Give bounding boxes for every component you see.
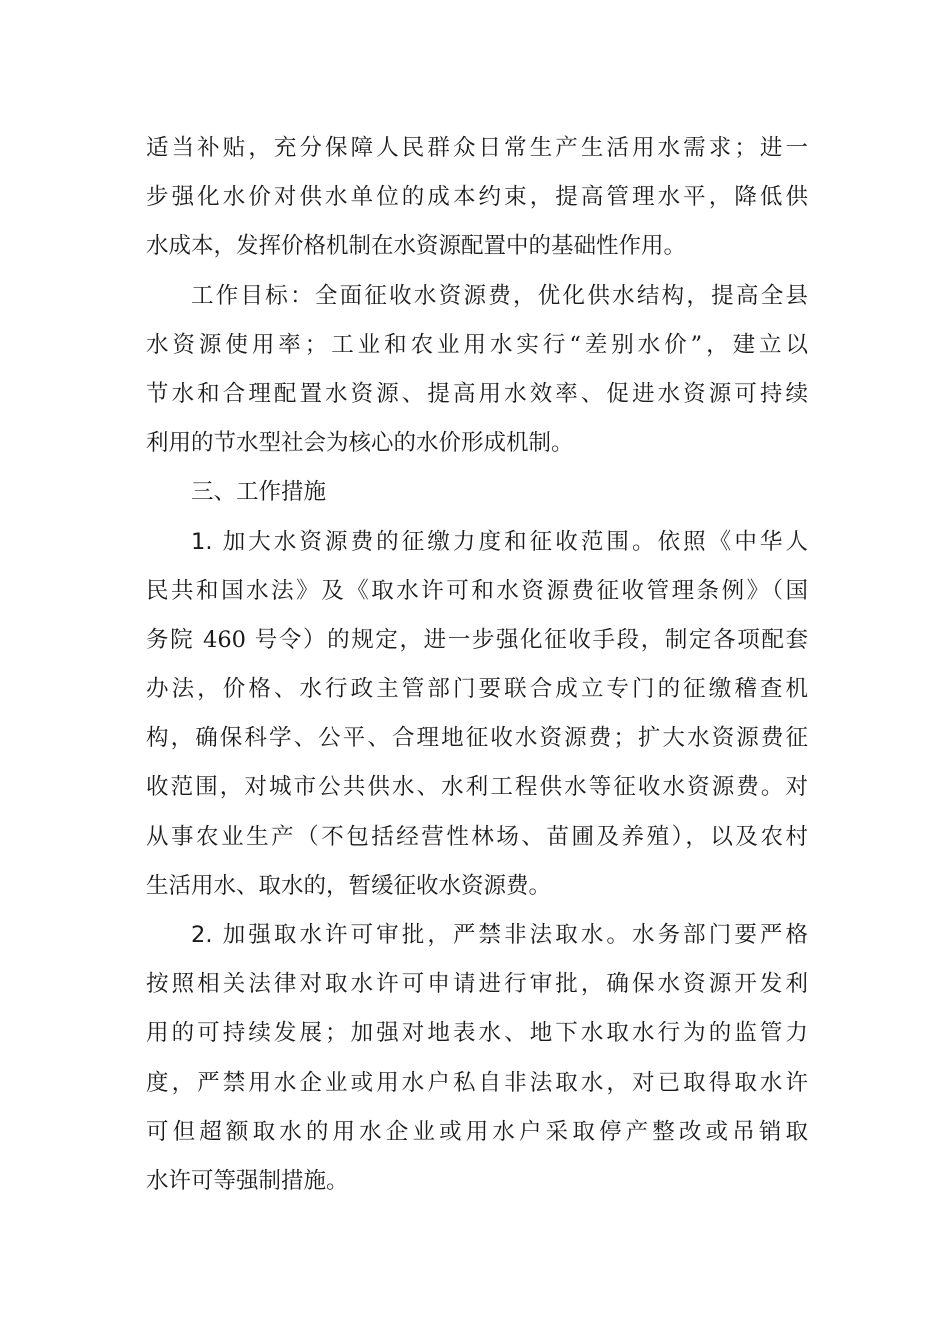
text-line: 利用的节水型社会为核心的水价形成机制。: [146, 430, 574, 457]
text-line: 水资源使用率；工业和农业用水实行“差别水价”，建立以: [146, 331, 808, 358]
text-line: 水许可等强制措施。: [146, 1167, 349, 1194]
text-line: 生活用水、取水的，暂缓征收水资源费。: [146, 872, 552, 899]
text-line: 水成本，发挥价格机制在水资源配置中的基础性作用。: [146, 233, 687, 260]
text-line: 办法，价格、水行政主管部门要联合成立专门的征缴稽查机: [146, 676, 808, 703]
measure-2: [146, 911, 808, 1206]
text-line: 用的可持续发展；加强对地表水、地下水取水行为的监管力: [146, 1020, 808, 1047]
measure-text: 依照《中华人: [657, 528, 808, 555]
text-line: [146, 518, 808, 567]
paragraph-intro-continued: [146, 124, 808, 272]
measure-text: 水务部门要严格: [632, 922, 808, 948]
document-page: [146, 124, 808, 1206]
paragraph-work-goal: [146, 272, 808, 469]
measure-1: [146, 518, 808, 912]
text-line: 务院 460 号令）的规定，进一步强化征收手段，制定各项配套: [146, 626, 808, 653]
text-line: 从事农业生产（不包括经营性林场、苗圃及养殖），以及农村: [146, 823, 808, 850]
text-line: [146, 911, 808, 960]
text-line: 工作目标：全面征收水资源费，优化供水结构，提高全县: [191, 282, 808, 309]
text-line: 度，严禁用水企业或用水户私自非法取水，对已取得取水许: [146, 1069, 808, 1096]
text-line: 步强化水价对供水单位的成本约束，提高管理水平，降低供: [146, 184, 808, 211]
text-line: 适当补贴，充分保障人民群众日常生产生活用水需求；进一: [146, 135, 808, 161]
text-line: 民共和国水法》及《取水许可和水资源费征收管理条例》（国: [146, 577, 808, 604]
measure-lead: 1. 加大水资源费的征缴力度和征收范围。: [191, 528, 658, 555]
text-line: 构，确保科学、公平、合理地征收水资源费；扩大水资源费征: [146, 725, 808, 752]
measure-lead: 2. 加强取水许可审批，严禁非法取水。: [191, 922, 632, 948]
text-line: 收范围，对城市公共供水、水利工程供水等征收水资源费。对: [146, 774, 808, 801]
section-heading: 三、工作措施: [191, 479, 327, 506]
text-line: 按照相关法律对取水许可申请进行审批，确保水资源开发利: [146, 971, 808, 998]
text-line: 节水和合理配置水资源、提高用水效率、促进水资源可持续: [146, 380, 808, 407]
text-line: 可但超额取水的用水企业或用水户采取停产整改或吊销取: [146, 1118, 808, 1145]
